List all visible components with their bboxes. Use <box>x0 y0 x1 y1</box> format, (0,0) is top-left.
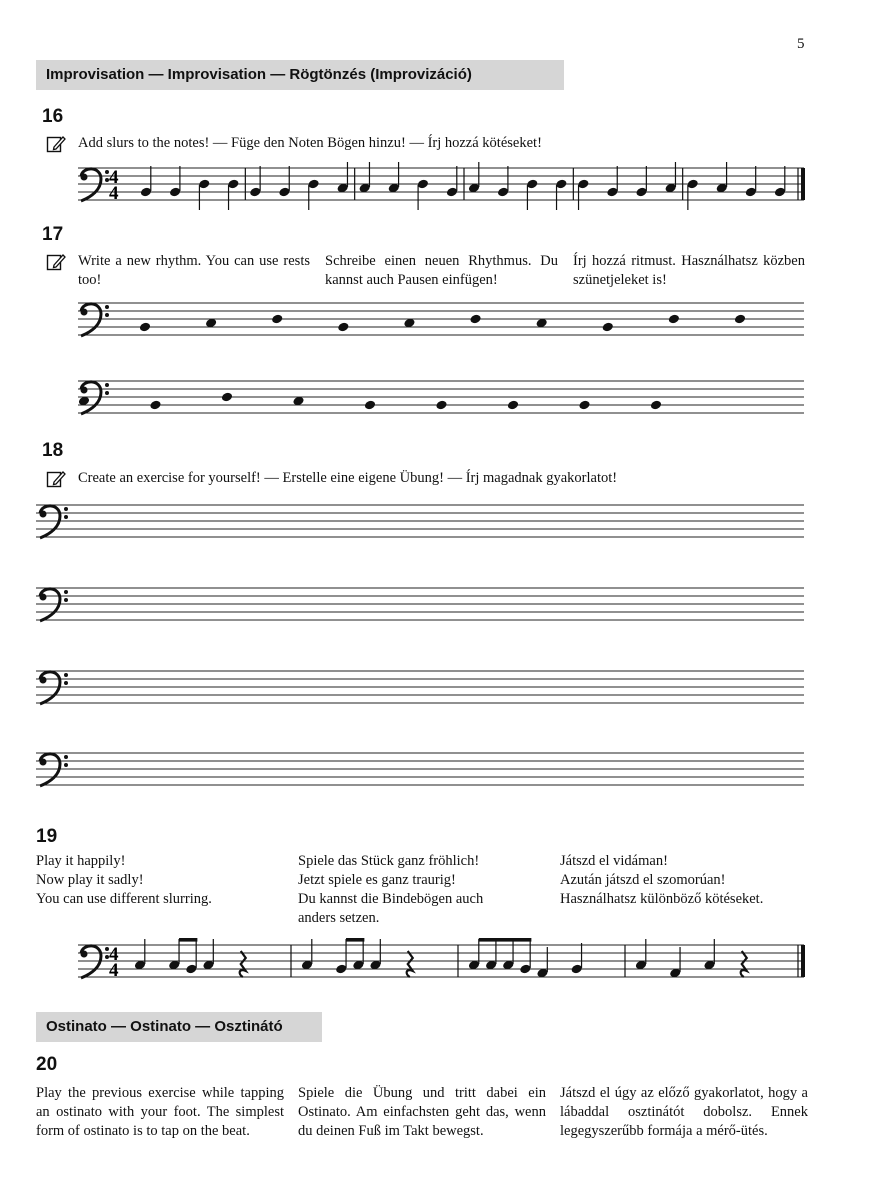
exercise-number-16: 16 <box>42 106 64 127</box>
time-signature-top: 4 <box>109 167 119 188</box>
beam <box>346 938 364 942</box>
bass-clef-icon <box>81 304 110 336</box>
quarter-rest <box>407 951 413 977</box>
note <box>364 399 377 410</box>
exercise-19-text-hu <box>560 852 763 909</box>
note <box>601 321 614 332</box>
text-line: Használhatsz különböző kötéseket. <box>560 891 764 907</box>
note <box>668 313 681 324</box>
note <box>139 321 152 332</box>
exercise-number-20: 20 <box>36 1054 58 1075</box>
bass-clef-icon <box>40 589 69 621</box>
pencil-icon <box>46 469 66 489</box>
note <box>271 313 284 324</box>
text-line: Azután játszd el szomorúan! <box>560 872 726 888</box>
bass-clef-icon <box>81 946 110 978</box>
text-line: Du kannst die Bindebögen auch <box>298 891 484 907</box>
beam <box>479 938 532 942</box>
note <box>578 399 591 410</box>
exercise-17-instruction-de: Schreibe einen neuen Rhythmus. Du kannst auch Pausen einfügen! <box>325 253 558 288</box>
note <box>469 313 482 324</box>
quarter-rest <box>741 951 747 977</box>
text-line: Spiele das Stück ganz fröhlich! <box>298 853 480 869</box>
exercise-18-instruction: Create an exercise for yourself! — Erstelle eine eigene Übung! — Írj magadnak gyakorlatot! <box>78 470 618 486</box>
pencil-icon <box>46 252 66 272</box>
exercise-19-text-de <box>298 852 483 928</box>
note <box>734 313 747 324</box>
text-line: Now play it sadly! <box>36 872 144 888</box>
exercise-17-instruction-en: Write a new rhythm. You can use rests too! <box>78 253 310 288</box>
note <box>337 321 350 332</box>
bass-clef-icon <box>40 672 69 704</box>
note <box>149 399 162 410</box>
note <box>435 399 448 410</box>
time-signature-top: 4 <box>109 944 119 965</box>
page-number: 5 <box>797 36 805 52</box>
exercise-20-text-en: Play the previous exercise while tapping an ostinato with your foot. The simplest form of ostinato is to tap on the beat. <box>36 1085 284 1139</box>
note <box>650 399 663 410</box>
exercise-20-text-hu: Játszd el úgy az előző gyakorlatot, hogy a lábaddal osztinátót dobolsz. Ennek legegyszerűbb formája a mérő-ütés. <box>560 1085 808 1139</box>
text-line: You can use different slurring. <box>36 891 212 907</box>
quarter-rest <box>240 951 246 977</box>
text-line: Jetzt spiele es ganz traurig! <box>298 872 456 888</box>
text-line: Play it happily! <box>36 853 126 869</box>
section-title-ostinato: Ostinato — Ostinato — Osztinátó <box>36 1012 322 1042</box>
exercise-19-text-en <box>36 852 212 909</box>
exercise-number-18: 18 <box>42 440 64 461</box>
exercise-20-text-de: Spiele die Übung und tritt dabei ein Ostinato. Am einfachsten geht das, wenn du deinen Fuß im Takt bewegst. <box>298 1085 546 1139</box>
final-barline-thick <box>801 945 805 977</box>
exercise-number-17: 17 <box>42 224 64 245</box>
section-title-improvisation: Improvisation — Improvisation — Rögtönzés (Improvizáció) <box>36 60 564 90</box>
bass-clef-icon <box>40 506 69 538</box>
exercise-number-19: 19 <box>36 826 58 847</box>
time-signature-bottom: 4 <box>109 183 119 204</box>
text-line: Játszd el vidáman! <box>560 853 668 869</box>
bass-clef-icon <box>40 754 69 786</box>
exercise-16-instruction: Add slurs to the notes! — Füge den Noten Bögen hinzu! — Írj hozzá kötéseket! <box>78 135 542 151</box>
note <box>221 391 234 402</box>
beam <box>179 938 197 942</box>
final-barline-thick <box>801 168 805 200</box>
exercise-17-instruction-hu: Írj hozzá ritmust. Használhatsz közben szünetjeleket is! <box>573 253 805 288</box>
time-signature-bottom: 4 <box>109 960 119 981</box>
text-line: anders setzen. <box>298 910 380 926</box>
bass-clef-icon <box>81 169 110 201</box>
note <box>507 399 520 410</box>
